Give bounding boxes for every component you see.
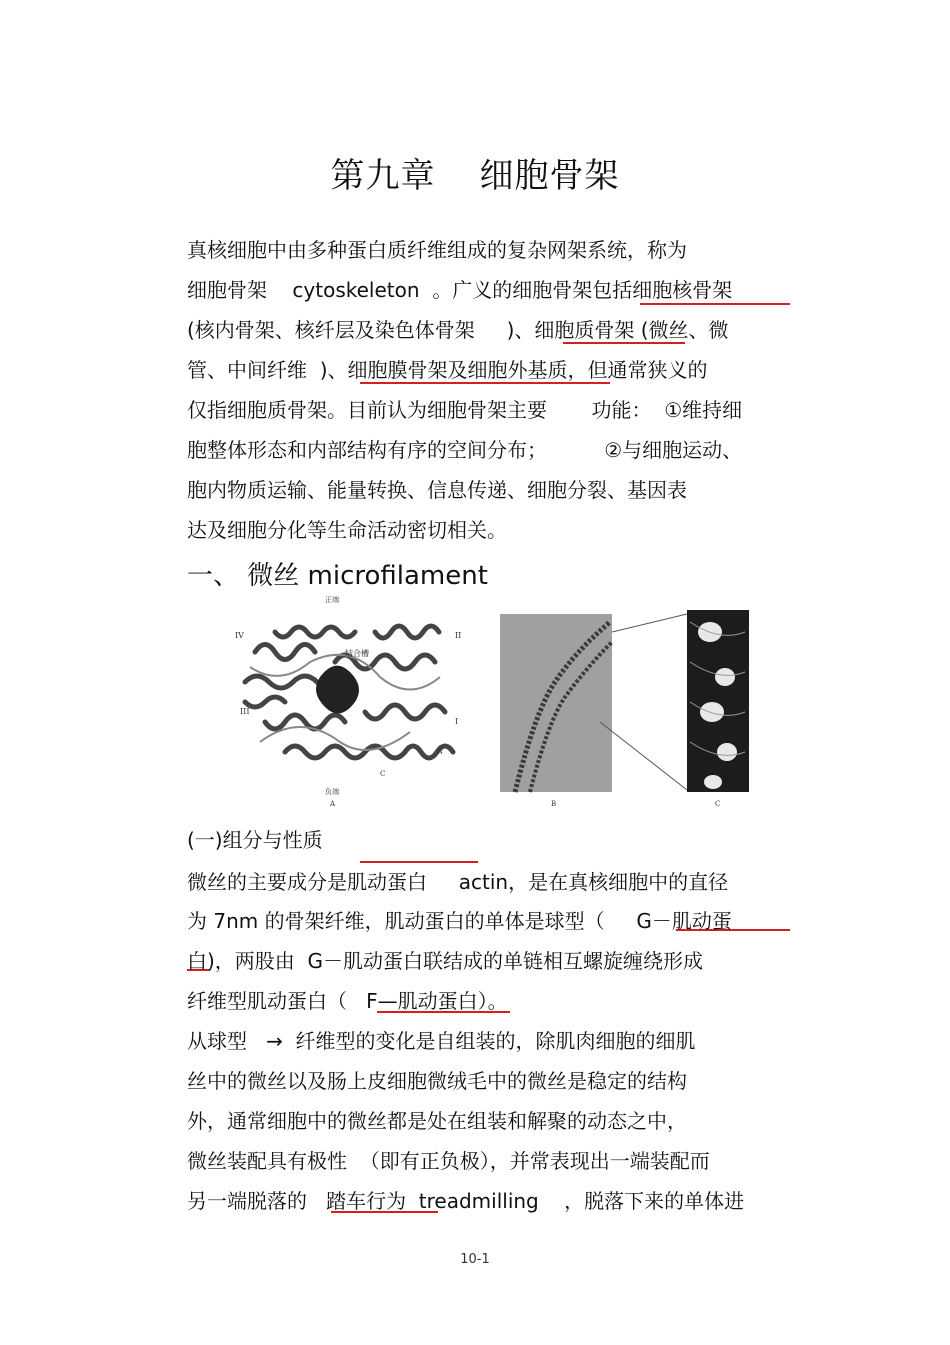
panel-b-micrograph (500, 614, 612, 808)
body-line: 微丝装配具有极性 （即有正负极），并常表现出一端装配而 (187, 1149, 710, 1173)
body-line: 纤维型肌动蛋白（ F—肌动蛋白）。 (187, 989, 508, 1013)
body-line: 另一端脱落的 踏车行为 treadmilling ，脱落下来的单体进 (187, 1189, 745, 1213)
page-number: 10-1 (460, 1252, 490, 1267)
label-binding-cleft: 结合槽 (345, 649, 369, 658)
intro-line: 仅指细胞质骨架。目前认为细胞骨架主要 功能： ①维持细 (187, 398, 743, 422)
panel-a-label: A (330, 800, 336, 808)
label-c-terminus: C (380, 770, 386, 778)
chapter-number: 第九章 (330, 156, 436, 196)
intro-line: 胞内物质运输、能量转换、信息传递、细胞分裂、基因表 (187, 478, 687, 502)
label-domain-ii: II (455, 631, 462, 640)
body-line: 外，通常细胞中的微丝都是处在组装和解聚的动态之中， (187, 1109, 687, 1133)
body-line: 丝中的微丝以及肠上皮细胞微绒毛中的微丝是稳定的结构 (187, 1069, 687, 1093)
intro-line: 真核细胞中由多种蛋白质纤维组成的复杂网架系统，称为 (187, 238, 687, 262)
intro-line: 管、中间纤维 )、细胞膜骨架及细胞外基质，但通常狭义的 (187, 358, 708, 382)
label-domain-iv: IV (235, 631, 244, 640)
intro-line: 细胞骨架 cytoskeleton 。广义的细胞骨架包括细胞核骨架 (187, 278, 733, 302)
chapter-name: 细胞骨架 (479, 156, 620, 196)
label-domain-iii: III (240, 707, 250, 716)
body-line: 白)，两股由 G－肌动蛋白联结成的单链相互螺旋缠绕形成 (187, 949, 704, 973)
body-line: 为 7nm 的骨架纤维，肌动蛋白的单体是球型（ G－肌动蛋 (187, 909, 732, 933)
subheading: (一)组分与性质 (187, 828, 323, 852)
actin-structure-figure (215, 592, 770, 814)
body-line: 微丝的主要成分是肌动蛋白 actin，是在真核细胞中的直径 (187, 870, 729, 894)
label-minus-end: 负端 (325, 788, 339, 796)
intro-line: (核内骨架、核纤层及染色体骨架 )、细胞质骨架 (微丝、微 (187, 318, 729, 342)
label-n-terminus: N (437, 748, 444, 756)
label-plus-end: 正端 (325, 596, 339, 604)
panel-b-label: B (551, 800, 557, 808)
intro-line: 胞整体形态和内部结构有序的空间分布； ②与细胞运动、 (187, 438, 743, 462)
body-line: 从球型 → 纤维型的变化是自组装的，除肌肉细胞的细肌 (187, 1029, 696, 1053)
label-domain-i: I (455, 717, 459, 726)
section-heading: 一、 微丝 microfilament (187, 561, 488, 591)
panel-c-label: C (715, 800, 721, 808)
intro-line: 达及细胞分化等生命活动密切相关。 (187, 518, 507, 542)
